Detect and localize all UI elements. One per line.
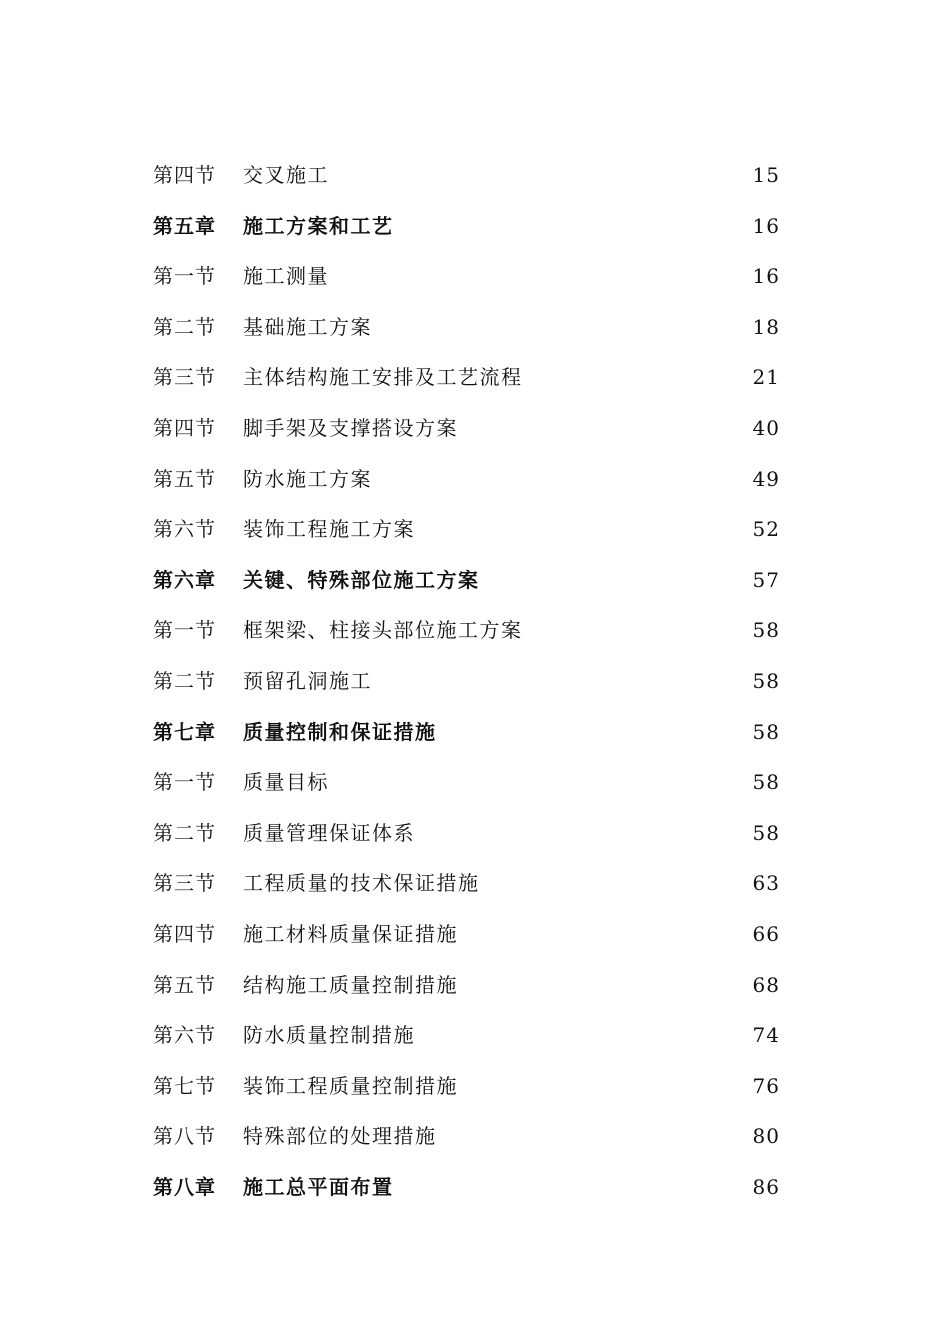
toc-entry[interactable] xyxy=(153,150,783,201)
toc-chapter-entry[interactable] xyxy=(153,201,783,252)
toc-entry-page: 58 xyxy=(752,770,780,795)
toc-chapter-entry[interactable] xyxy=(153,1162,783,1213)
toc-entry-title: 关键、特殊部位施工方案 xyxy=(243,567,480,592)
table-of-contents xyxy=(153,150,783,1212)
toc-entry-page: 66 xyxy=(752,921,780,946)
toc-entry-title: 施工测量 xyxy=(243,264,329,289)
toc-entry-number: 第八章 xyxy=(153,1174,216,1199)
toc-entry[interactable] xyxy=(153,403,783,454)
toc-entry-title: 装饰工程质量控制措施 xyxy=(243,1073,458,1098)
toc-entry[interactable] xyxy=(153,909,783,960)
toc-entry[interactable] xyxy=(153,757,783,808)
toc-entry-page: 49 xyxy=(752,466,780,491)
toc-entry-title: 装饰工程施工方案 xyxy=(243,517,415,542)
toc-entry-page: 74 xyxy=(752,1023,780,1048)
toc-entry[interactable] xyxy=(153,454,783,505)
toc-entry[interactable] xyxy=(153,960,783,1011)
toc-entry[interactable] xyxy=(153,656,783,707)
toc-entry-title: 基础施工方案 xyxy=(243,314,372,339)
toc-entry-number: 第四节 xyxy=(153,921,216,946)
toc-entry[interactable] xyxy=(153,1010,783,1061)
toc-entry-page: 16 xyxy=(752,213,780,238)
toc-entry-number: 第五节 xyxy=(153,466,216,491)
toc-entry-page: 80 xyxy=(752,1124,780,1149)
toc-entry-number: 第八节 xyxy=(153,1124,216,1149)
toc-entry-number: 第四节 xyxy=(153,163,216,187)
toc-entry-title: 施工方案和工艺 xyxy=(243,213,394,238)
toc-chapter-entry[interactable] xyxy=(153,555,783,606)
toc-entry-title: 结构施工质量控制措施 xyxy=(243,972,458,997)
toc-entry-page: 52 xyxy=(752,517,780,542)
toc-entry-page: 58 xyxy=(752,719,780,744)
toc-entry-title: 主体结构施工安排及工艺流程 xyxy=(243,365,523,390)
toc-entry-page: 21 xyxy=(752,365,780,390)
toc-entry[interactable] xyxy=(153,302,783,353)
toc-entry-title: 防水质量控制措施 xyxy=(243,1023,415,1048)
toc-entry-title: 交叉施工 xyxy=(243,163,329,187)
toc-entry-title: 质量管理保证体系 xyxy=(243,820,415,845)
toc-entry-page: 68 xyxy=(752,972,780,997)
toc-entry-number: 第三节 xyxy=(153,871,216,896)
toc-entry-number: 第一节 xyxy=(153,770,216,795)
toc-entry-title: 预留孔洞施工 xyxy=(243,668,372,693)
toc-entry-title: 施工总平面布置 xyxy=(243,1174,394,1199)
toc-entry-title: 工程质量的技术保证措施 xyxy=(243,871,480,896)
toc-chapter-entry[interactable] xyxy=(153,707,783,758)
toc-entry-title: 特殊部位的处理措施 xyxy=(243,1124,437,1149)
toc-entry[interactable] xyxy=(153,858,783,909)
toc-entry[interactable] xyxy=(153,504,783,555)
toc-entry-title: 框架梁、柱接头部位施工方案 xyxy=(243,618,523,643)
toc-entry[interactable] xyxy=(153,808,783,859)
toc-entry-page: 15 xyxy=(752,163,780,187)
toc-entry-page: 40 xyxy=(752,415,780,440)
toc-entry[interactable] xyxy=(153,605,783,656)
toc-entry-page: 58 xyxy=(752,618,780,643)
toc-entry-title: 脚手架及支撑搭设方案 xyxy=(243,415,458,440)
toc-entry-title: 质量控制和保证措施 xyxy=(243,719,437,744)
toc-entry-number: 第五章 xyxy=(153,213,216,238)
toc-entry-page: 76 xyxy=(752,1073,780,1098)
toc-entry[interactable] xyxy=(153,1061,783,1112)
toc-entry-page: 58 xyxy=(752,668,780,693)
toc-entry-number: 第三节 xyxy=(153,365,216,390)
toc-entry-number: 第二节 xyxy=(153,314,216,339)
toc-entry-number: 第二节 xyxy=(153,820,216,845)
toc-entry-title: 防水施工方案 xyxy=(243,466,372,491)
toc-entry-number: 第四节 xyxy=(153,415,216,440)
toc-entry[interactable] xyxy=(153,352,783,403)
toc-entry-page: 16 xyxy=(752,264,780,289)
toc-entry-page: 86 xyxy=(752,1174,780,1199)
toc-entry-page: 58 xyxy=(752,820,780,845)
toc-entry[interactable] xyxy=(153,1111,783,1162)
toc-entry-number: 第五节 xyxy=(153,972,216,997)
toc-entry-page: 57 xyxy=(752,567,780,592)
toc-entry-number: 第七节 xyxy=(153,1073,216,1098)
toc-entry[interactable] xyxy=(153,251,783,302)
toc-entry-title: 施工材料质量保证措施 xyxy=(243,921,458,946)
toc-entry-page: 63 xyxy=(752,871,780,896)
toc-entry-number: 第一节 xyxy=(153,264,216,289)
toc-entry-number: 第六节 xyxy=(153,1023,216,1048)
toc-entry-title: 质量目标 xyxy=(243,770,329,795)
toc-entry-number: 第一节 xyxy=(153,618,216,643)
toc-entry-number: 第二节 xyxy=(153,668,216,693)
toc-entry-page: 18 xyxy=(752,314,780,339)
toc-entry-number: 第六节 xyxy=(153,517,216,542)
toc-entry-number: 第六章 xyxy=(153,567,216,592)
toc-entry-number: 第七章 xyxy=(153,719,216,744)
